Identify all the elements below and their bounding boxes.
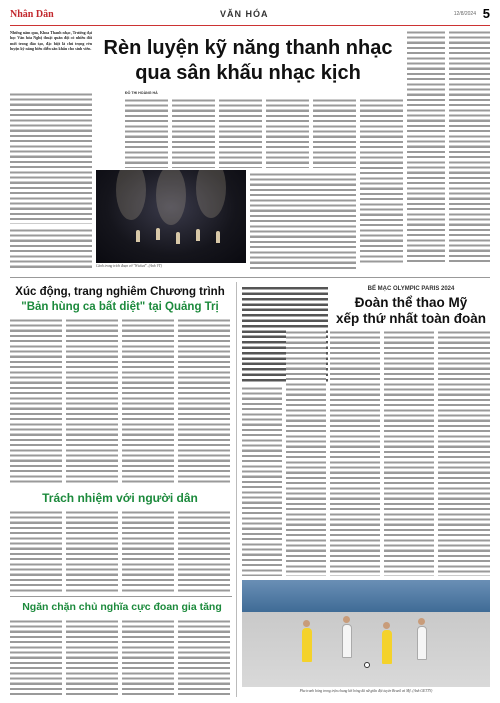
article1-photo-caption: Cảnh trong trích đoạn vở "Wicked". (Ảnh VT) <box>96 264 162 268</box>
article4-body-col4 <box>178 619 230 697</box>
player-head <box>303 620 310 627</box>
article5-body-col5 <box>438 330 490 576</box>
article1-byline: ĐỖ THI HOÀNG HÀ <box>125 91 158 95</box>
article5-body-col3 <box>330 330 380 576</box>
article1-body-col9 <box>449 30 490 263</box>
player-usa <box>342 624 352 658</box>
article5-title-block <box>332 286 490 326</box>
article2-body-col2 <box>66 318 118 483</box>
article5-photo-football <box>242 580 490 687</box>
article1-body-col1b <box>10 228 92 268</box>
article3-body-col2 <box>66 510 118 592</box>
player-brazil <box>302 628 312 662</box>
performer-figure <box>156 228 160 240</box>
article2-body-col1 <box>10 318 62 483</box>
performer-figure <box>176 232 180 244</box>
performer-figure <box>136 230 140 242</box>
performer-figure <box>196 229 200 241</box>
stage-light <box>156 170 186 225</box>
issue-date: 12/8/2024 <box>453 11 476 17</box>
article5-headline-line1: Đoàn thể thao Mỹ <box>354 295 468 310</box>
article1-body-col6 <box>313 98 356 168</box>
page-header <box>10 6 490 26</box>
article1-body-col1 <box>10 92 92 224</box>
article1-body-col-lower <box>250 172 356 272</box>
article1-body-col4 <box>219 98 262 168</box>
article5-body-col1 <box>242 386 282 576</box>
article5-body-col4 <box>384 330 434 576</box>
article5-headline-line2: xếp thứ nhất toàn đoàn <box>335 311 487 327</box>
page-number: 5 <box>482 6 490 21</box>
section-divider <box>10 596 232 597</box>
article2-headline <box>10 286 230 313</box>
article2-body-col4 <box>178 318 230 483</box>
article4-body-col2 <box>66 619 118 697</box>
article1-body-col8 <box>407 30 445 263</box>
article1-headline-line2: qua sân khấu nhạc kịch <box>135 62 361 84</box>
article5-body-col2 <box>286 330 326 576</box>
article3-headline: Trách nhiệm với người dân <box>42 491 198 505</box>
article2-headline-main: "Bản hùng ca bất diệt" tại Quảng Trị <box>21 301 219 314</box>
section-divider <box>10 277 490 278</box>
performer-figure <box>216 231 220 243</box>
article1-headline <box>98 38 398 84</box>
article3-body-col1 <box>10 510 62 592</box>
article4-body-col1 <box>10 619 62 697</box>
player-usa <box>417 626 427 660</box>
article1-photo-stage <box>96 170 246 263</box>
player-head <box>383 622 390 629</box>
article5-photo-caption: Pha tranh bóng trong trận chung kết bóng đá nữ giữa đội tuyển Brazil và Mỹ. (Ảnh GETTY) <box>299 689 433 693</box>
article3-body-col4 <box>178 510 230 592</box>
column-divider <box>236 282 237 697</box>
article2-kicker: Xúc động, trang nghiêm Chương trình <box>15 286 225 298</box>
article1-headline-line1: Rèn luyện kỹ năng thanh nhạc <box>103 37 393 59</box>
stage-light <box>116 170 146 220</box>
article2-body-col3 <box>122 318 174 483</box>
article1-lead: Những năm qua, Khoa Thanh nhạc, Trường đại học Văn hóa Nghệ thuật quân đội có nhiều đổi mới trong đào tạo, đặc biệt là chú trọng rèn luyện kỹ năng biểu diễn sân khấu cho sinh viên. <box>10 30 92 52</box>
player-head <box>343 616 350 623</box>
article3-body-col3 <box>122 510 174 592</box>
article1-body-col5 <box>266 98 309 168</box>
article1-body-col7 <box>360 98 403 263</box>
article1-body-col2 <box>125 98 168 168</box>
article4-body-col3 <box>122 619 174 697</box>
player-head <box>418 618 425 625</box>
stage-light <box>196 170 226 218</box>
football-ball <box>364 662 370 668</box>
article5-kicker: BẾ MẠC OLYMPIC PARIS 2024 <box>367 286 455 292</box>
article1-body-col3 <box>172 98 215 168</box>
section-name: VĂN HÓA <box>220 9 269 19</box>
paper-name: Nhân Dân <box>10 9 54 20</box>
article4-headline: Ngăn chặn chủ nghĩa cực đoan gia tăng <box>22 601 222 613</box>
player-brazil <box>382 630 392 664</box>
